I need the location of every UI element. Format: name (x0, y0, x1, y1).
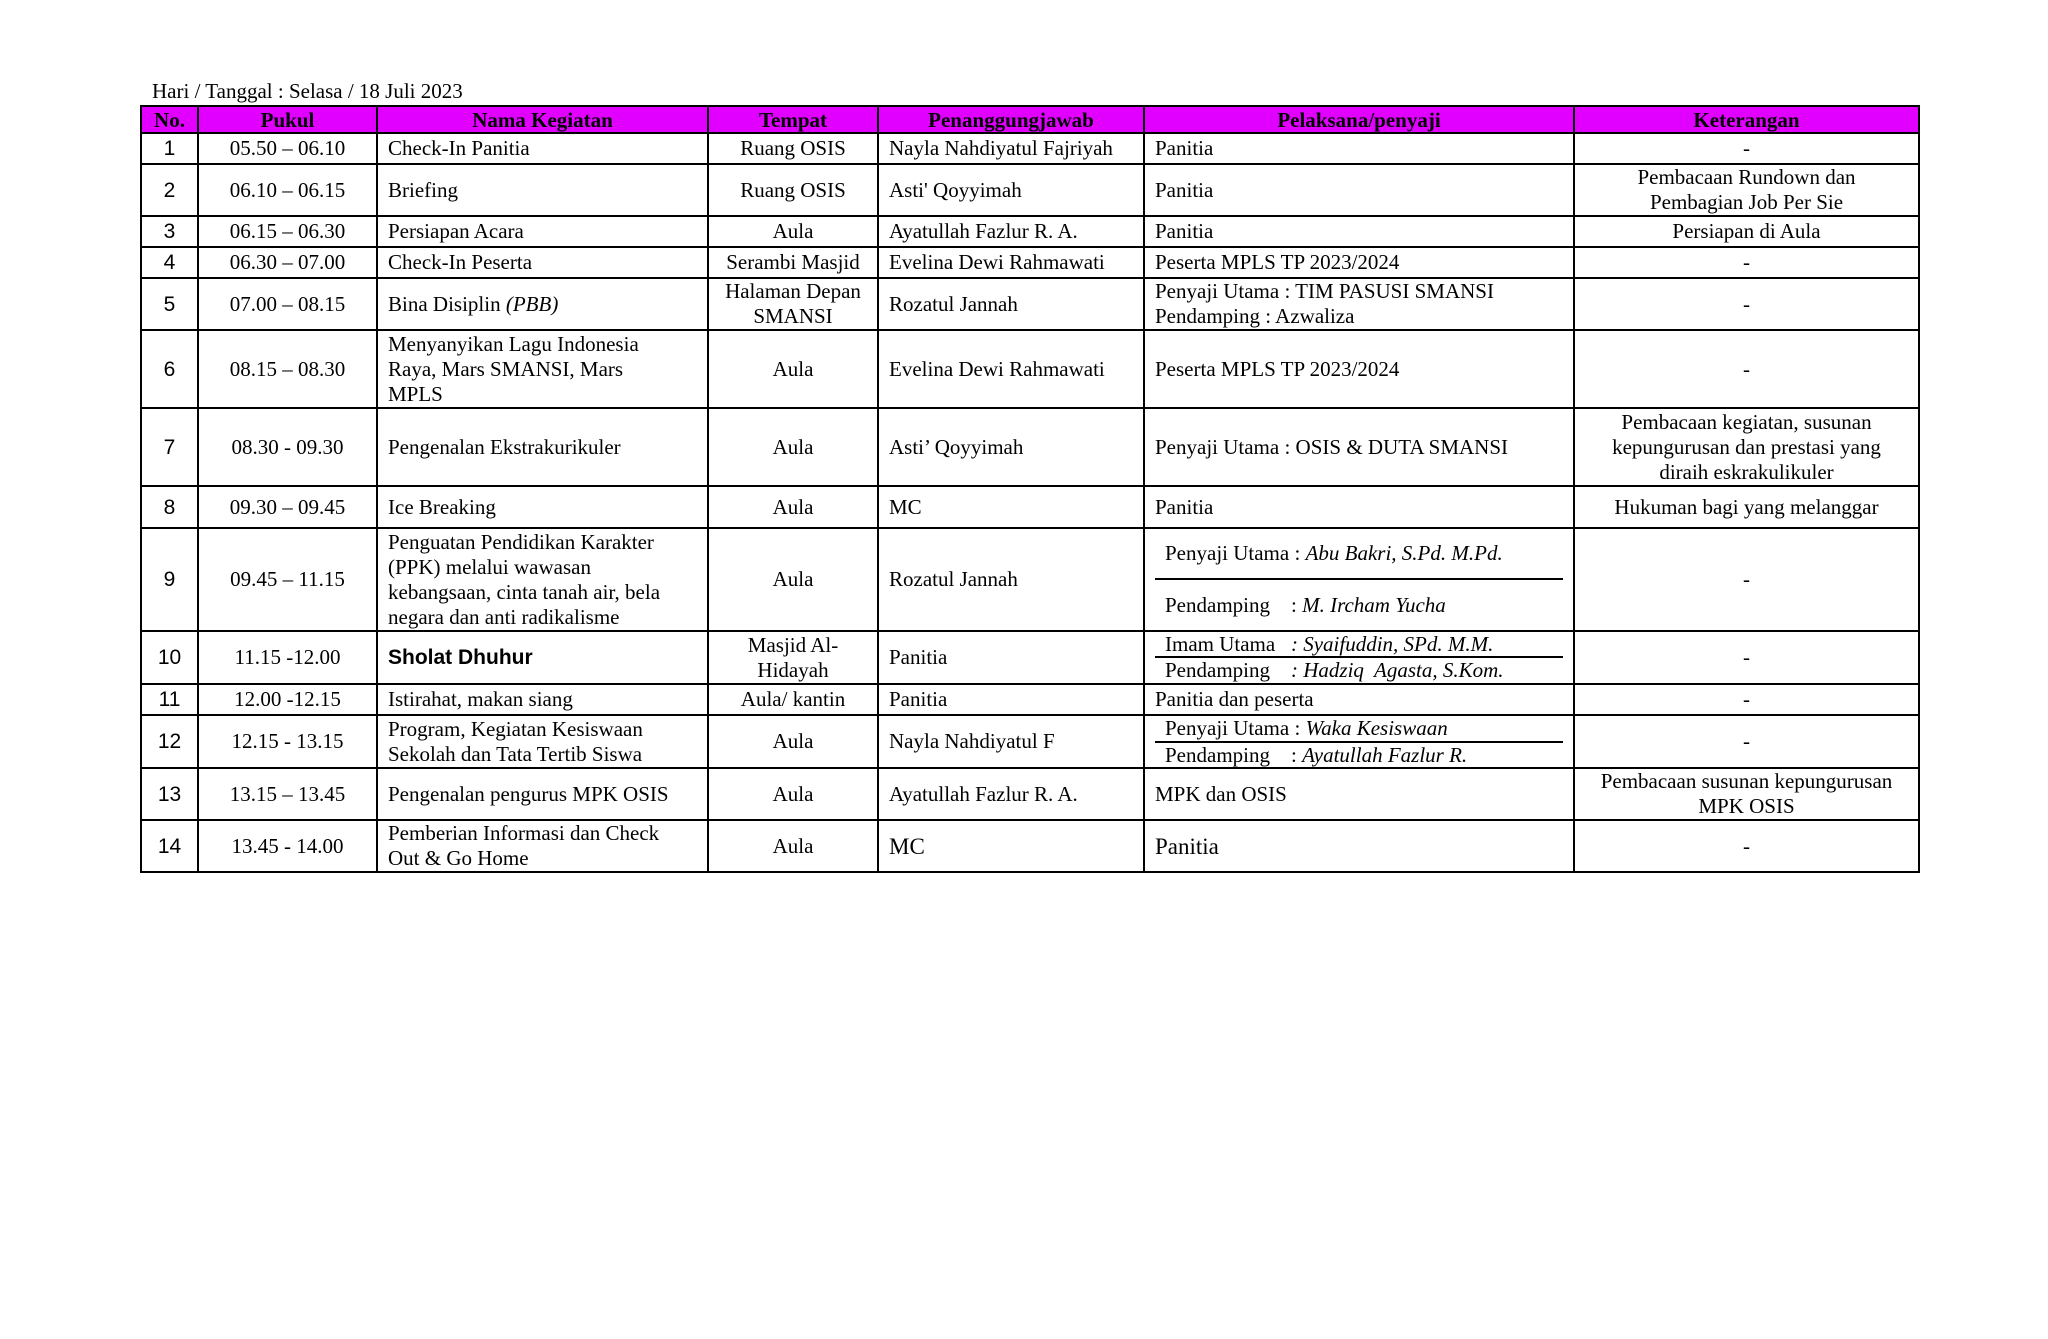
pelaksana-name: M. Ircham Yucha (1302, 592, 1446, 617)
nama-kegiatan-note: (PBB) (505, 291, 559, 316)
nama-kegiatan-line: kebangsaan, cinta tanah air, bela (388, 579, 661, 604)
pelaksana-role: Pendamping (1165, 658, 1291, 682)
table-row (141, 684, 1919, 715)
cell-pukul: 06.10 – 06.15 (198, 164, 377, 216)
cell-nama-kegiatan: Briefing (377, 164, 708, 216)
cell-no: 13 (141, 768, 198, 820)
cell-pukul: 13.45 - 14.00 (198, 820, 377, 872)
cell-tempat: Aula (708, 408, 878, 486)
cell-tempat: Aula (708, 715, 878, 768)
pelaksana-role: Penyaji Utama : (1165, 716, 1306, 740)
table-row (141, 486, 1919, 528)
cell-pukul: 13.15 – 13.45 (198, 768, 377, 820)
table-row (141, 408, 1919, 486)
pelaksana-line: Penyaji Utama : TIM PASUSI SMANSI (1155, 279, 1494, 303)
nama-kegiatan-line: Penguatan Pendidikan Karakter (388, 529, 654, 554)
table-row (141, 278, 1919, 330)
cell-pukul: 12.00 -12.15 (198, 684, 377, 715)
nama-kegiatan-line: negara dan anti radikalisme (388, 604, 620, 629)
cell-pelaksana (1144, 278, 1574, 330)
nama-kegiatan-line: Program, Kegiatan Kesiswaan (388, 716, 643, 741)
pelaksana-name: Ayatullah Fazlur R. (1302, 742, 1468, 767)
col-header-tempat: Tempat (708, 106, 878, 133)
cell-tempat: Aula (708, 216, 878, 247)
cell-nama-kegiatan: Ice Breaking (377, 486, 708, 528)
cell-no: 9 (141, 528, 198, 631)
cell-pukul: 08.15 – 08.30 (198, 330, 377, 408)
pelaksana-role: Pendamping : (1165, 592, 1303, 617)
cell-keterangan (1574, 408, 1919, 486)
tempat-line: Halaman Depan (725, 279, 861, 303)
cell-tempat (708, 278, 878, 330)
cell-tempat: Aula (708, 330, 878, 408)
keterangan-line: Pembacaan kegiatan, susunan (1621, 409, 1872, 434)
cell-no: 3 (141, 216, 198, 247)
cell-pelaksana: Peserta MPLS TP 2023/2024 (1144, 247, 1574, 278)
pelaksana-line: Pendamping : Azwaliza (1155, 304, 1355, 328)
cell-tempat: Ruang OSIS (708, 133, 878, 164)
tempat-line: SMANSI (753, 304, 833, 328)
cell-nama-kegiatan (377, 715, 708, 768)
cell-nama-kegiatan: Pengenalan Ekstrakurikuler (377, 408, 708, 486)
nama-kegiatan-text: Bina Disiplin (388, 291, 501, 316)
cell-penanggungjawab: Panitia (878, 684, 1144, 715)
cell-pelaksana: Penyaji Utama : OSIS & DUTA SMANSI (1144, 408, 1574, 486)
cell-pukul: 12.15 - 13.15 (198, 715, 377, 768)
col-header-pukul: Pukul (198, 106, 377, 133)
pelaksana-secondary (1155, 580, 1563, 630)
cell-pelaksana: Panitia dan peserta (1144, 684, 1574, 715)
cell-no: 14 (141, 820, 198, 872)
col-header-keterangan: Keterangan (1574, 106, 1919, 133)
nama-kegiatan-line: Out & Go Home (388, 846, 529, 870)
pelaksana-name: : Syaifuddin, SPd. M.M. (1290, 631, 1494, 656)
pelaksana-primary (1155, 529, 1563, 580)
table-row (141, 330, 1919, 408)
page-heading: Hari / Tanggal : Selasa / 18 Juli 2023 (152, 79, 463, 103)
table-row (141, 247, 1919, 278)
pelaksana-secondary (1155, 658, 1563, 683)
cell-keterangan: - (1574, 715, 1919, 768)
cell-no: 8 (141, 486, 198, 528)
cell-penanggungjawab: Nayla Nahdiyatul Fajriyah (878, 133, 1144, 164)
table-row (141, 164, 1919, 216)
cell-pelaksana: MPK dan OSIS (1144, 768, 1574, 820)
cell-pelaksana: Panitia (1144, 164, 1574, 216)
tempat-line: Masjid Al- (747, 632, 839, 657)
cell-pukul: 07.00 – 08.15 (198, 278, 377, 330)
header-row (141, 106, 1919, 133)
col-header-pelaksana: Pelaksana/penyaji (1144, 106, 1574, 133)
cell-nama-kegiatan: Istirahat, makan siang (377, 684, 708, 715)
cell-tempat: Serambi Masjid (708, 247, 878, 278)
cell-pelaksana: Panitia (1144, 820, 1574, 872)
schedule-table (140, 105, 1920, 873)
nama-kegiatan-line: (PPK) melalui wawasan (388, 554, 591, 579)
table-row (141, 768, 1919, 820)
cell-penanggungjawab: Asti' Qoyyimah (878, 164, 1144, 216)
cell-keterangan (1574, 164, 1919, 216)
cell-no: 5 (141, 278, 198, 330)
pelaksana-role: Pendamping : (1165, 742, 1303, 767)
cell-penanggungjawab: Asti’ Qoyyimah (878, 408, 1144, 486)
cell-penanggungjawab: Evelina Dewi Rahmawati (878, 330, 1144, 408)
cell-no: 2 (141, 164, 198, 216)
cell-keterangan: - (1574, 247, 1919, 278)
cell-penanggungjawab: Ayatullah Fazlur R. A. (878, 216, 1144, 247)
cell-pelaksana: Panitia (1144, 486, 1574, 528)
pelaksana-primary (1155, 716, 1563, 743)
cell-pelaksana (1144, 715, 1574, 768)
cell-penanggungjawab: Rozatul Jannah (878, 528, 1144, 631)
cell-tempat (708, 631, 878, 684)
pelaksana-primary (1155, 632, 1563, 658)
cell-pelaksana: Peserta MPLS TP 2023/2024 (1144, 330, 1574, 408)
cell-pukul: 06.15 – 06.30 (198, 216, 377, 247)
pelaksana-role: Imam Utama (1165, 631, 1291, 656)
keterangan-line: Pembagian Job Per Sie (1649, 190, 1844, 214)
col-header-no: No. (141, 106, 198, 133)
cell-tempat: Ruang OSIS (708, 164, 878, 216)
keterangan-line: Pembacaan susunan kepungurusan (1600, 769, 1893, 793)
cell-keterangan: - (1574, 631, 1919, 684)
cell-penanggungjawab: MC (878, 820, 1144, 872)
col-header-nama-kegiatan: Nama Kegiatan (377, 106, 708, 133)
cell-keterangan: - (1574, 820, 1919, 872)
pelaksana-role: Penyaji Utama : (1165, 541, 1306, 565)
cell-penanggungjawab: Ayatullah Fazlur R. A. (878, 768, 1144, 820)
keterangan-line: MPK OSIS (1698, 794, 1795, 818)
cell-penanggungjawab: Nayla Nahdiyatul F (878, 715, 1144, 768)
nama-kegiatan-line: Sekolah dan Tata Tertib Siswa (388, 741, 643, 766)
cell-nama-kegiatan: Sholat Dhuhur (377, 631, 708, 684)
cell-nama-kegiatan (377, 528, 708, 631)
pelaksana-name: Waka Kesiswaan (1305, 716, 1448, 740)
cell-no: 11 (141, 684, 198, 715)
pelaksana-name: : Hadziq Agasta, S.Kom. (1291, 658, 1504, 682)
pelaksana-secondary (1155, 743, 1563, 767)
nama-kegiatan-line: Pemberian Informasi dan Check (388, 821, 660, 845)
cell-pelaksana: Panitia (1144, 133, 1574, 164)
cell-no: 6 (141, 330, 198, 408)
cell-pukul: 08.30 - 09.30 (198, 408, 377, 486)
cell-no: 12 (141, 715, 198, 768)
cell-tempat: Aula (708, 528, 878, 631)
cell-tempat: Aula/ kantin (708, 684, 878, 715)
nama-kegiatan-line: MPLS (388, 381, 443, 406)
cell-no: 7 (141, 408, 198, 486)
cell-keterangan: - (1574, 133, 1919, 164)
keterangan-line: kepungurusan dan prestasi yang (1612, 434, 1881, 459)
cell-pukul: 09.45 – 11.15 (198, 528, 377, 631)
cell-nama-kegiatan (377, 278, 708, 330)
pelaksana-name: Abu Bakri, S.Pd. M.Pd. (1305, 541, 1503, 565)
cell-tempat: Aula (708, 820, 878, 872)
cell-nama-kegiatan (377, 820, 708, 872)
keterangan-line: Pembacaan Rundown dan (1637, 165, 1856, 189)
nama-kegiatan-line: Raya, Mars SMANSI, Mars (388, 356, 624, 381)
cell-pukul: 09.30 – 09.45 (198, 486, 377, 528)
table-row (141, 216, 1919, 247)
table-row (141, 631, 1919, 684)
cell-keterangan: Hukuman bagi yang melanggar (1574, 486, 1919, 528)
table-row (141, 528, 1919, 631)
cell-tempat: Aula (708, 768, 878, 820)
col-header-penanggungjawab: Penanggungjawab (878, 106, 1144, 133)
cell-no: 4 (141, 247, 198, 278)
cell-keterangan: - (1574, 330, 1919, 408)
cell-pelaksana (1144, 528, 1574, 631)
cell-keterangan: Persiapan di Aula (1574, 216, 1919, 247)
cell-nama-kegiatan: Pengenalan pengurus MPK OSIS (377, 768, 708, 820)
table-row (141, 820, 1919, 872)
cell-nama-kegiatan: Persiapan Acara (377, 216, 708, 247)
cell-pukul: 11.15 -12.00 (198, 631, 377, 684)
cell-keterangan: - (1574, 278, 1919, 330)
cell-penanggungjawab: Panitia (878, 631, 1144, 684)
table-row (141, 715, 1919, 768)
tempat-line: Hidayah (757, 657, 829, 682)
cell-pukul: 06.30 – 07.00 (198, 247, 377, 278)
cell-pukul: 05.50 – 06.10 (198, 133, 377, 164)
cell-keterangan (1574, 768, 1919, 820)
cell-penanggungjawab: MC (878, 486, 1144, 528)
cell-no: 10 (141, 631, 198, 684)
cell-pelaksana (1144, 631, 1574, 684)
cell-nama-kegiatan (377, 330, 708, 408)
cell-nama-kegiatan: Check-In Panitia (377, 133, 708, 164)
cell-keterangan: - (1574, 528, 1919, 631)
cell-no: 1 (141, 133, 198, 164)
cell-penanggungjawab: Evelina Dewi Rahmawati (878, 247, 1144, 278)
nama-kegiatan-line: Menyanyikan Lagu Indonesia (388, 331, 639, 356)
cell-tempat: Aula (708, 486, 878, 528)
table-row (141, 133, 1919, 164)
keterangan-line: diraih eskrakulikuler (1659, 459, 1834, 484)
cell-penanggungjawab: Rozatul Jannah (878, 278, 1144, 330)
cell-nama-kegiatan: Check-In Peserta (377, 247, 708, 278)
cell-pelaksana: Panitia (1144, 216, 1574, 247)
cell-keterangan: - (1574, 684, 1919, 715)
